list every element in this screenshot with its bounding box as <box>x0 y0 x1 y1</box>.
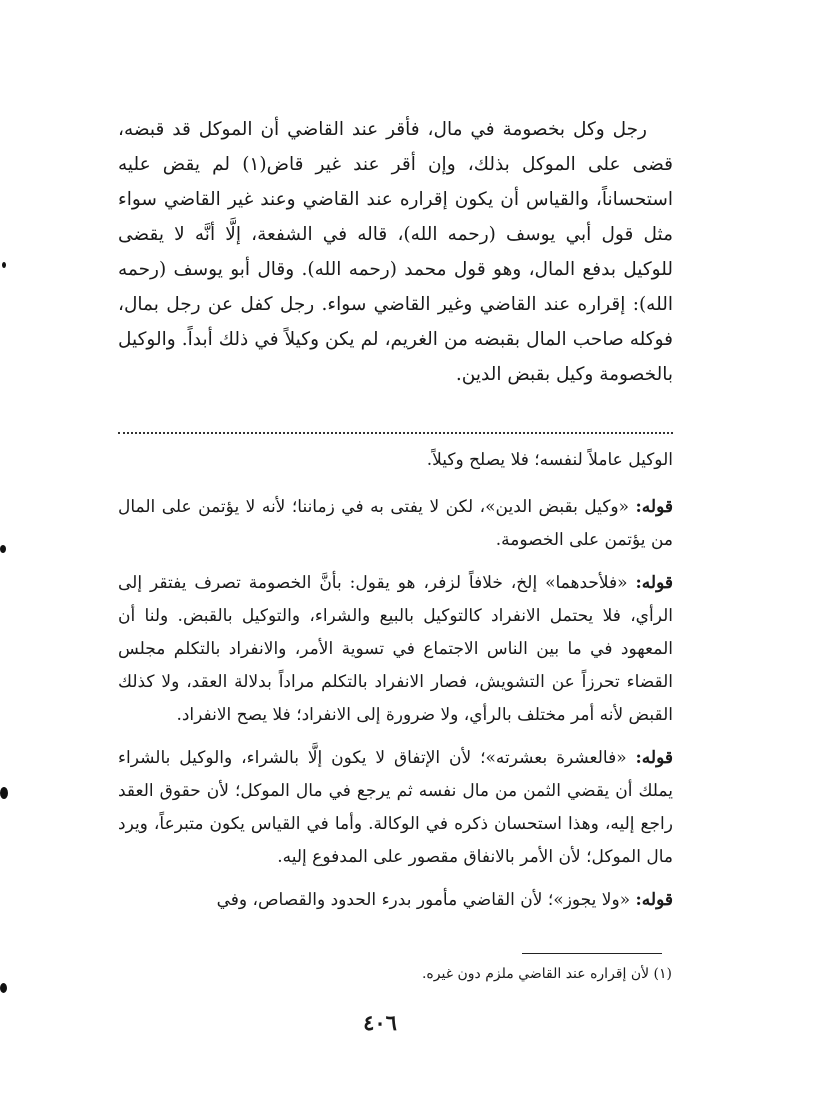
commentary-paragraph <box>118 567 673 732</box>
commentary-section <box>118 444 673 927</box>
commentary-lead: قوله: <box>635 748 673 768</box>
scan-speck <box>0 787 8 799</box>
commentary-lead: قوله: <box>635 890 673 910</box>
commentary-paragraph <box>118 491 673 557</box>
commentary-paragraph <box>118 742 673 874</box>
dotted-separator <box>118 424 673 434</box>
commentary-lead: قوله: <box>635 497 673 517</box>
scan-speck <box>0 983 7 993</box>
scan-speck <box>0 545 6 553</box>
commentary-paragraph <box>118 884 673 917</box>
commentary-text: «فلأحدهما» إلخ، خلافاً لزفر، هو يقول: بأنَّ الخصومة تصرف يفتقر إلى الرأي، فلا يحتمل الانفراد كالتوكيل بالبيع والشراء، والتوكيل بالقبض. ولنا أن المعهود في ما بين الناس الاجتماع في تسوية الأمر، والانفراد بالتكلم مجلس القضاء تحرزاً عن التشويش، فصار الانفراد بالتكلم مراداً بدلالة العقد، ولا كذلك القبض لأنه أمر مختلف بالرأي، ولا ضرورة إلى الانفراد؛ فلا يصح الانفراد. <box>118 573 673 725</box>
commentary-text: «فالعشرة بعشرته»؛ لأن الإتفاق لا يكون إلَّا بالشراء، والوكيل بالشراء يملك أن يقضي الثمن من مال نفسه ثم يرجع في مال الموكل؛ لأن حقوق العقد راجع إليه، وهذا استحسان ذكره في الوكالة. وأما في القياس يكون متبرعاً، ويرد مال الموكل؛ لأن الأمر بالانفاق مقصور على المدفوع إليه. <box>118 748 673 867</box>
footnote-rule <box>522 953 662 954</box>
main-paragraph: رجل وكل بخصومة في مال، فأقر عند القاضي أن الموكل قد قبضه، قضى على الموكل بذلك، وإن أقر عند غير قاض(١) لم يقض عليه استحساناً، والقياس أن يكون إقراره عند القاضي وعند غير القاضي سواء مثل قول أبي يوسف (رحمه الله)، قاله في الشفعة، إلَّا أنَّه لا يقضى للوكيل بدفع المال، وهو قول محمد (رحمه الله). وقال أبو يوسف (رحمه الله): إقراره عند القاضي وغير القاضي سواء. رجل كفل عن رجل بمال، فوكله صاحب المال بقبضه من الغريم، لم يكن وكيلاً في ذلك أبداً. والوكيل بالخصومة وكيل بقبض الدين. <box>118 119 673 385</box>
commentary-text: «ولا يجوز»؛ لأن القاضي مأمور بدرء الحدود والقصاص، وفي <box>216 890 631 910</box>
scan-speck <box>2 262 6 268</box>
commentary-lead: قوله: <box>635 573 673 593</box>
commentary-text: «وكيل بقبض الدين»، لكن لا يفتى به في زماننا؛ لأنه لا يؤتمن على المال من يؤتمن على الخصومة. <box>118 497 673 550</box>
main-text <box>118 112 673 392</box>
page-number: ٤٠٦ <box>363 1010 397 1035</box>
footnote: (١) لأن إقراره عند القاضي ملزم دون غيره. <box>421 966 672 982</box>
commentary-continuation: الوكيل عاملاً لنفسه؛ فلا يصلح وكيلاً. <box>426 450 673 470</box>
